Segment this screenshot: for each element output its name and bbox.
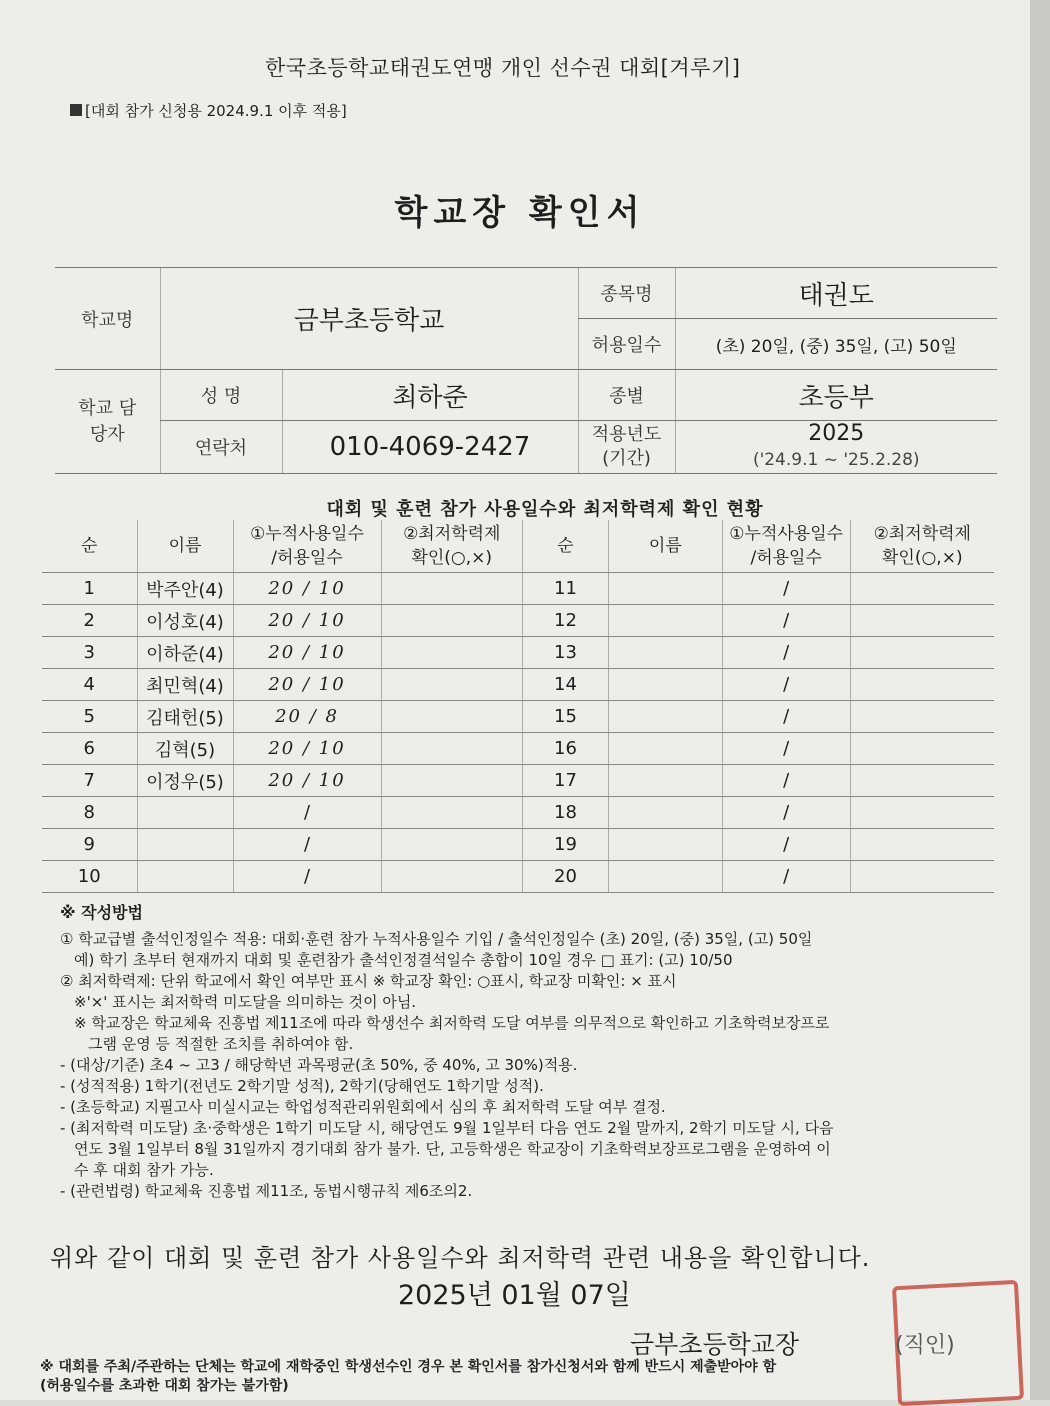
row-name: 이정우(5) [137,765,233,797]
used-header-line1: ①누적사용일수 [250,524,364,544]
instruction-line: ② 최저학력제: 단위 학교에서 확인 여부만 표시 ※ 학교장 확인: ○표시, 학교장 미확인: × 표시 [60,972,677,990]
row-min-check [381,669,522,701]
contact-label: 연락처 [160,421,282,474]
row-min-check [381,797,522,829]
division-label: 종별 [578,370,675,421]
row-used-days: 20 / 10 [233,605,381,637]
row-name [608,701,722,733]
row-number: 19 [523,829,609,861]
row-name [608,861,722,893]
instruction-line: 예) 학기 초부터 현재까지 대회 및 훈련참가 출석인정결석일수 총합이 10일 경우 □ 표기: (고) 10/50 [74,951,733,969]
table-row [523,765,995,797]
row-name [137,829,233,861]
row-min-check [381,637,522,669]
document-header: 한국초등학교태권도연맹 개인 선수권 대회[겨루기] [265,56,741,80]
col-check-header [381,520,522,573]
used-header-line2: /허용일수 [271,548,343,568]
document-subheader [70,100,347,121]
row-name: 최민혁(4) [137,669,233,701]
row-used-days: 20 / 10 [233,669,381,701]
row-min-check [381,861,522,893]
col-name-header: 이름 [608,520,722,573]
col-no-header: 순 [42,520,137,573]
row-name [608,669,722,701]
row-min-check [850,861,994,893]
year-value-cell [675,421,997,474]
instructions [60,902,940,1202]
check-header-line1: ②최저학력제 [403,524,501,544]
table-row [523,861,995,893]
row-number: 17 [523,765,609,797]
row-number: 7 [42,765,137,797]
row-used-days: / [722,829,850,861]
row-name [137,797,233,829]
row-used-days: / [722,605,850,637]
col-name-header: 이름 [137,520,233,573]
principal-name: 금부초등학교장 [630,1330,800,1359]
period-value: ('24.9.1 ~ '25.2.28) [752,450,920,470]
row-min-check [850,765,994,797]
row-number: 9 [42,829,137,861]
school-label: 학교명 [55,268,160,370]
row-name [608,637,722,669]
row-name [608,733,722,765]
row-min-check [850,637,994,669]
row-used-days: / [722,797,850,829]
row-number: 5 [42,701,137,733]
table-row [523,605,995,637]
confirmation-date: 2025년 01월 07일 [398,1280,631,1311]
row-min-check [850,733,994,765]
instruction-line: 연도 3월 1일부터 8월 31일까지 경기대회 참가 불가. 단, 고등학생은 학교장이 기초학력보장프로그램을 운영하여 이 [74,1140,831,1158]
allowed-label: 허용일수 [578,319,675,370]
table-row [42,701,522,733]
row-number: 3 [42,637,137,669]
row-min-check [850,669,994,701]
instruction-line: - (대상/기준) 초4 ~ 고3 / 해당학년 과목평균(초 50%, 중 40%, 고 30%)적용. [60,1056,578,1074]
row-used-days: / [722,573,850,605]
usage-table-left [42,520,522,893]
check-header-line1: ②최저학력제 [873,524,971,544]
row-name [608,829,722,861]
subheader-text: [대회 참가 신청용 2024.9.1 이후 적용] [85,102,347,120]
instruction-line: - (성적적용) 1학기(전년도 2학기말 성적), 2학기(당해연도 1학기말 성적). [60,1077,544,1095]
contact-value: 010-4069-2427 [282,421,578,474]
table-row [42,733,522,765]
row-number: 15 [523,701,609,733]
table-row [523,733,995,765]
row-number: 8 [42,797,137,829]
table-row [42,765,522,797]
row-used-days: 20 / 10 [233,637,381,669]
table-row [523,637,995,669]
row-min-check [850,573,994,605]
period-label-text: (기간) [602,448,651,469]
table-row [42,669,522,701]
col-used-header [233,520,381,573]
row-used-days: / [233,797,381,829]
row-min-check [381,733,522,765]
row-name [608,605,722,637]
row-used-days: / [233,829,381,861]
row-number: 12 [523,605,609,637]
row-min-check [381,765,522,797]
instruction-line: ① 학교급별 출석인정일수 적용: 대회·훈련 참가 누적사용일수 기입 / 출석인정일수 (초) 20일, (중) 35일, (고) 50일 [60,930,813,948]
check-header-line2: 확인(○,×) [882,548,963,568]
row-number: 2 [42,605,137,637]
instruction-line: 그램 운영 등 적절한 조치를 취하여야 함. [88,1035,354,1053]
row-number: 14 [523,669,609,701]
row-number: 1 [42,573,137,605]
row-number: 10 [42,861,137,893]
used-header-line2: /허용일수 [750,548,822,568]
info-table [55,267,997,474]
table-row [42,829,522,861]
row-number: 4 [42,669,137,701]
instruction-line: ※ 학교장은 학교체육 진흥법 제11조에 따라 학생선수 최저학력 도달 여부를 의무적으로 확인하고 기초학력보장프로 [74,1014,830,1032]
table-row [523,669,995,701]
row-name [608,797,722,829]
square-bullet-icon [70,104,82,116]
instruction-line: - (관련법령) 학교체육 진흥법 제11조, 동법시행규칙 제6조의2. [60,1182,473,1200]
row-used-days: / [233,861,381,893]
instruction-line: - (최저학력 미도달) 초·중학생은 1학기 미도달 시, 해당연도 9월 1일부터 다음 연도 2월 말까지, 2학기 미도달 시, 다음 [60,1119,834,1137]
table-row [523,573,995,605]
row-used-days: / [722,701,850,733]
row-used-days: / [722,637,850,669]
table-row [523,701,995,733]
instructions-lines [60,929,940,1202]
row-min-check [850,701,994,733]
row-number: 16 [523,733,609,765]
confirmation-text: 위와 같이 대회 및 훈련 참가 사용일수와 최저학력 관련 내용을 확인합니다. [50,1244,871,1272]
row-name [608,765,722,797]
row-used-days: / [722,861,850,893]
table-row [523,797,995,829]
row-used-days: 20 / 10 [233,573,381,605]
table-row [42,861,522,893]
division-value: 초등부 [675,370,997,421]
year-label [578,421,675,474]
row-number: 11 [523,573,609,605]
row-min-check [381,829,522,861]
row-number: 18 [523,797,609,829]
instruction-line: 수 후 대회 참가 가능. [74,1161,214,1179]
seal-label: (직인) [895,1333,955,1358]
row-number: 13 [523,637,609,669]
check-header-line2: 확인(○,×) [411,548,493,568]
year-value: 2025 [808,421,865,446]
name-label: 성 명 [160,370,282,421]
allowed-value: (초) 20일, (중) 35일, (고) 50일 [675,319,997,370]
row-name: 김태헌(5) [137,701,233,733]
event-label: 종목명 [578,268,675,319]
row-number: 20 [523,861,609,893]
footnote [40,1358,776,1396]
instruction-line: ※'×' 표시는 최저학력 미도달을 의미하는 것이 아님. [74,993,417,1011]
event-value: 태권도 [675,268,997,319]
row-min-check [850,605,994,637]
row-used-days: 20 / 10 [233,765,381,797]
instruction-line: - (초등학교) 지필고사 미실시교는 학업성적관리위원회에서 심의 후 최저학력 도달 여부 결정. [60,1098,666,1116]
col-used-header [722,520,850,573]
manager-label: 학교 담당자 [55,370,160,474]
row-min-check [381,605,522,637]
table-row [42,605,522,637]
row-min-check [850,829,994,861]
table-row [42,637,522,669]
row-name [608,573,722,605]
row-number: 6 [42,733,137,765]
row-min-check [850,797,994,829]
row-used-days: / [722,733,850,765]
footnote-line1: ※ 대회를 주최/주관하는 단체는 학교에 재학중인 학생선수인 경우 본 확인서를 참가신청서와 함께 반드시 제출받아야 함 [40,1359,777,1375]
row-name: 이성호(4) [137,605,233,637]
row-name [137,861,233,893]
document-title: 학교장 확인서 [394,193,646,233]
col-no-header: 순 [523,520,609,573]
row-used-days: / [722,765,850,797]
row-name: 이하준(4) [137,637,233,669]
instructions-heading: ※ 작성방법 [60,903,143,922]
section-title: 대회 및 훈련 참가 사용일수와 최저학력제 확인 현황 [326,499,764,520]
usage-table-right [522,520,994,893]
name-value: 최하준 [282,370,578,421]
row-name: 박주안(4) [137,573,233,605]
col-check-header [850,520,994,573]
used-header-line1: ①누적사용일수 [729,524,844,544]
table-row [42,797,522,829]
footnote-line2: (허용일수를 초과한 대회 참가는 불가함) [40,1378,289,1394]
row-min-check [381,701,522,733]
row-name: 김혁(5) [137,733,233,765]
year-label-text: 적용년도 [591,424,662,445]
row-min-check [381,573,522,605]
row-used-days: 20 / 8 [233,701,381,733]
table-row [523,829,995,861]
row-used-days: 20 / 10 [233,733,381,765]
row-used-days: / [722,669,850,701]
school-value: 금부초등학교 [160,268,578,370]
table-row [42,573,522,605]
